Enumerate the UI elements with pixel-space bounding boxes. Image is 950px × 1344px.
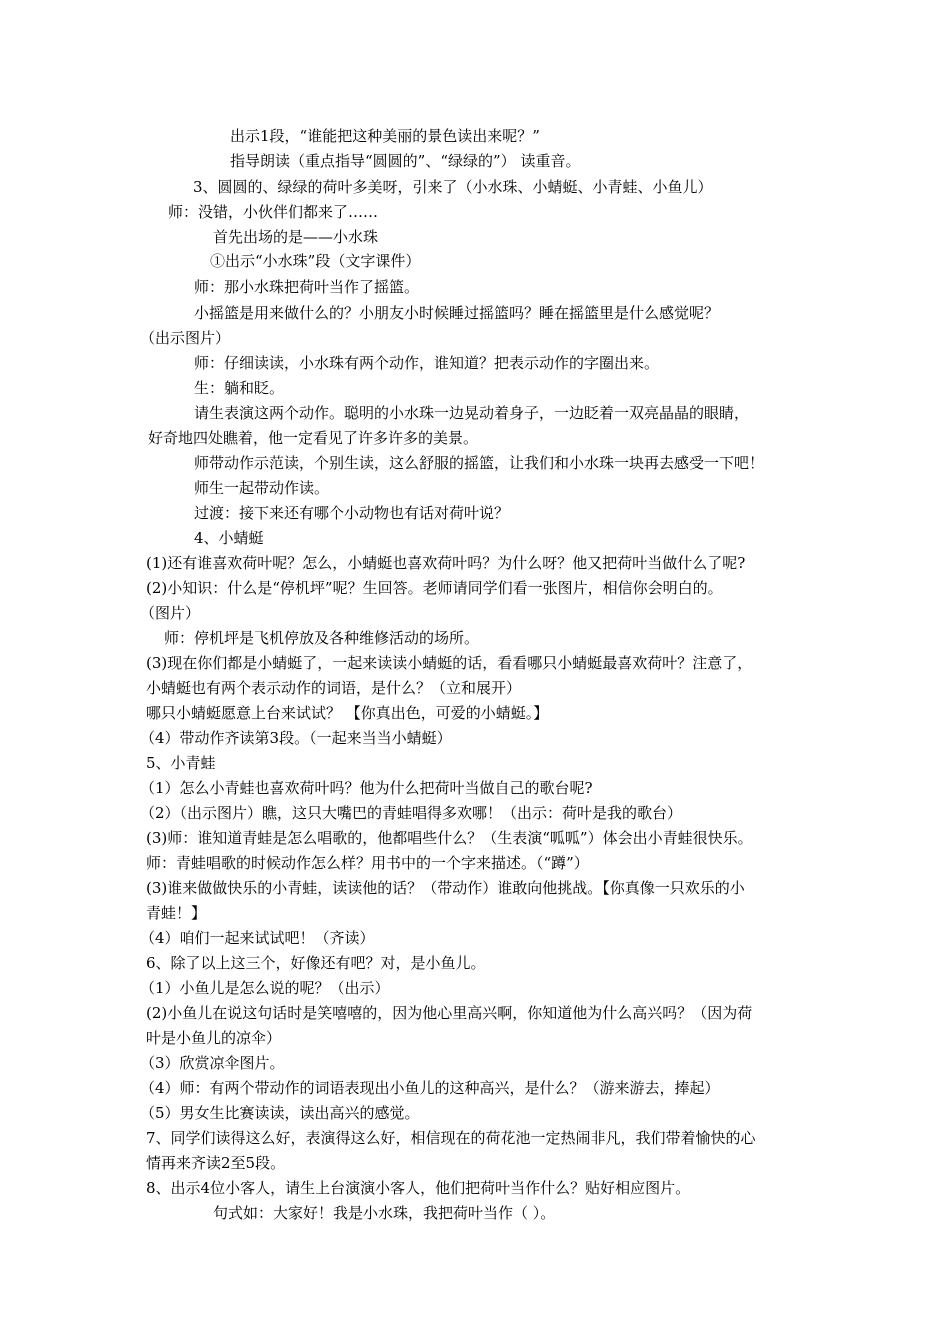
text-line: 首先出场的是——小水珠 [213, 228, 379, 246]
text-line: 师：那小水珠把荷叶当作了摇篮。 [194, 278, 420, 296]
text-line: （1）小鱼儿是怎么说的呢？（出示） [140, 979, 390, 997]
text-line: 小摇篮是用来做什么的？小朋友小时候睡过摇篮吗？睡在摇篮里是什么感觉呢？ [194, 304, 720, 322]
text-line: 师带动作示范读，个别生读，这么舒服的摇篮，让我们和小水珠一块再去感受一下吧！ [194, 454, 765, 472]
text-line: 指导朗读（重点指导“圆圆的”、“绿绿的”） 读重音。 [230, 152, 581, 170]
text-line: 3、圆圆的、绿绿的荷叶多美呀，引来了（小水珠、小蜻蜓、小青蛙、小鱼儿） [193, 178, 713, 196]
text-line: 师：停机坪是飞机停放及各种维修活动的场所。 [164, 629, 480, 647]
text-line: 6、除了以上这三个，好像还有吧？对，是小鱼儿。 [146, 954, 486, 972]
text-line: （1）怎么小青蛙也喜欢荷叶吗？他为什么把荷叶当做自己的歌台呢? [140, 779, 593, 797]
text-line: 过渡：接下来还有哪个小动物也有话对荷叶说？ [194, 504, 510, 522]
text-line: 小蜻蜓也有两个表示动作的词语，是什么？（立和展开） [146, 679, 522, 697]
text-line: 生：躺和眨。 [194, 379, 285, 397]
text-line: （4）师：有两个带动作的词语表现出小鱼儿的这种高兴，是什么？（游来游去，捧起） [140, 1079, 720, 1097]
text-line: 叶是小鱼儿的凉伞） [146, 1029, 282, 1047]
text-line: 7、同学们读得这么好，表演得这么好，相信现在的荷花池一定热闹非凡，我们带着愉快的心 [146, 1129, 756, 1147]
text-line: 师：青蛙唱歌的时候动作怎么样？用书中的一个字来描述。（“蹲”） [146, 854, 589, 872]
text-line: ①出示“小水珠”段（文字课件） [210, 252, 421, 270]
text-line: 哪只小蜻蜓愿意上台来试试？ 【你真出色，可爱的小蜻蜓。】 [146, 704, 549, 722]
text-line: 5、小青蛙 [146, 754, 216, 772]
text-line: （3）欣赏凉伞图片。 [140, 1054, 285, 1072]
text-line: (3)谁来做做快乐的小青蛙，读读他的话？（带动作）谁敢向他挑战。【你真像一只欢乐的小 [146, 879, 745, 897]
text-line: （4）咱们一起来试试吧！（齐读） [140, 929, 375, 947]
text-line: （4）带动作齐读第3段。（一起来当当小蜻蜓） [140, 729, 452, 747]
text-line: （图片） [140, 604, 201, 622]
text-line: (3)现在你们都是小蜻蜓了，一起来读读小蜻蜓的话，看看哪只小蜻蜓最喜欢荷叶？注意了， [146, 654, 753, 672]
text-line: (2)小知识：什么是“停机坪”呢？生回答。老师请同学们看一张图片，相信你会明白的。 [146, 579, 723, 597]
text-line: 8、出示4位小客人，请生上台演演小客人，他们把荷叶当作什么？贴好相应图片。 [146, 1179, 691, 1197]
text-line: 请生表演这两个动作。聪明的小水珠一边晃动着身子，一边眨着一双亮晶晶的眼睛， [194, 404, 750, 422]
text-line: 情再来齐读2至5段。 [146, 1154, 286, 1172]
text-line: (1)还有谁喜欢荷叶呢？怎么，小蜻蜓也喜欢荷叶吗？为什么呀？他又把荷叶当做什么了呢? [146, 554, 746, 572]
text-line: 出示1段，“谁能把这种美丽的景色读出来呢？” [230, 127, 540, 145]
text-line: 好奇地四处瞧着，他一定看见了许多许多的美景。 [148, 429, 479, 447]
text-line: 句式如：大家好！我是小水珠，我把荷叶当作（ ）。 [213, 1204, 556, 1222]
text-line: （2）（出示图片）瞧，这只大嘴巴的青蛙唱得多欢哪！（出示：荷叶是我的歌台） [140, 804, 683, 822]
text-line: 4、小蜻蜓 [194, 529, 264, 547]
text-line: (2)小鱼儿在说这句话时是笑嘻嘻的，因为他心里高兴啊，你知道他为什么高兴吗？（因为荷 [146, 1004, 753, 1022]
text-line: （出示图片） [140, 329, 231, 347]
text-line: 师生一起带动作读。 [194, 479, 330, 497]
text-line: 师：仔细读读，小水珠有两个动作，谁知道？把表示动作的字圈出来。 [194, 354, 660, 372]
text-line: （5）男女生比赛读读，读出高兴的感觉。 [140, 1104, 420, 1122]
text-line: 青蛙！】 [146, 904, 207, 922]
text-line: 师：没错，小伙伴们都来了…… [168, 203, 379, 221]
text-line: (3)师：谁知道青蛙是怎么唱歌的，他都唱些什么？（生表演“呱呱”）体会出小青蛙很快乐。 [146, 829, 753, 847]
